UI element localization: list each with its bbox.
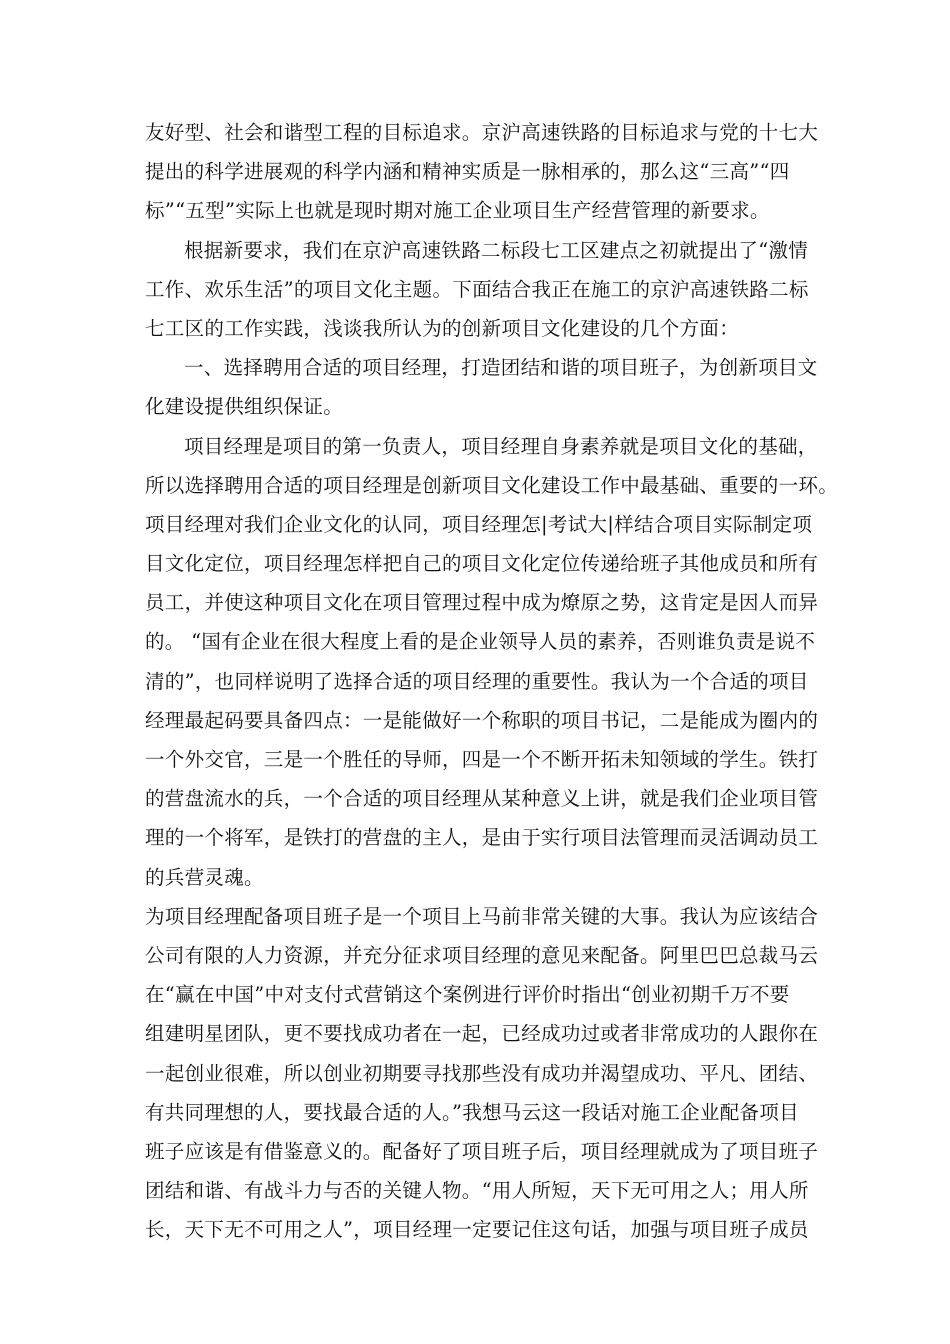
text-line: 班子应该是有借鉴意义的。配备好了项目班子后，项目经理就成为了项目班子 (145, 1139, 819, 1163)
text-line: 友好型、社会和谐型工程的目标追求。京沪高速铁路的目标追求与党的十七大 (145, 121, 819, 144)
text-line: 项目经理是项目的第一负责人，项目经理自身素养就是项目文化的基础， (184, 434, 818, 458)
text-line: 根据新要求，我们在京沪高速铁路二标段七工区建点之初就提出了“激情 (184, 238, 809, 262)
text-line: 提出的科学进展观的科学内涵和精神实质是一脉相承的，那么这“三高”“四 (145, 160, 790, 184)
text-line: 的。 “国有企业在很大程度上看的是企业领导人员的素养，否则谁负责是说不 (145, 630, 816, 654)
text-line: 一个外交官，三是一个胜任的导师，四是一个不断开拓未知领域的学生。铁打 (145, 748, 819, 771)
text-line: 有共同理想的人，要找最合适的人。”我想马云这一段话对施工企业配备项目 (145, 1100, 799, 1124)
text-line: 所以选择聘用合适的项目经理是创新项目文化建设工作中最基础、重要的一环。 (145, 473, 839, 497)
text-line: 化建设提供组织保证。 (145, 395, 344, 419)
text-line: 员工，并使这种项目文化在项目管理过程中成为燎原之势，这肯定是因人而异 (145, 591, 819, 615)
text-line: 目文化定位，项目经理怎样把自己的项目文化定位传递给班子其他成员和所有 (145, 552, 819, 576)
text-line: 的营盘流水的兵，一个合适的项目经理从某种意义上讲，就是我们企业项目管 (145, 787, 819, 811)
text-line: 为项目经理配备项目班子是一个项目上马前非常关键的大事。我认为应该结合 (145, 904, 819, 928)
text-line: 长，天下无不可用之人”，项目经理一定要记住这句话，加强与项目班子成员 (145, 1218, 809, 1242)
text-line: 一、选择聘用合适的项目经理，打造团结和谐的项目班子，为创新项目文 (184, 356, 818, 380)
text-line: 工作、欢乐生活”的项目文化主题。下面结合我正在施工的京沪高速铁路二标 (145, 277, 809, 301)
text-line: 标”“五型”实际上也就是现时期对施工企业项目生产经营管理的新要求。 (145, 199, 770, 223)
document-body (145, 113, 839, 1249)
text-line: 七工区的工作实践，浅谈我所认为的创新项目文化建设的几个方面： (145, 316, 740, 340)
text-line: 理的一个将军，是铁打的营盘的主人，是由于实行项目法管理而灵活调动员工 (145, 826, 819, 850)
text-line: 在“赢在中国”中对支付式营销这个案例进行评价时指出“创业初期千万不要 (145, 983, 790, 1007)
text-line: 经理最起码要具备四点：一是能做好一个称职的项目书记，二是能成为圈内的 (145, 708, 819, 732)
text-line: 一起创业很难，所以创业初期要寻找那些没有成功并渴望成功、平凡、团结、 (145, 1061, 819, 1085)
text-line: 公司有限的人力资源，并充分征求项目经理的意见来配备。阿里巴巴总裁马云 (145, 943, 819, 967)
text-line: 的兵营灵魂。 (145, 865, 264, 889)
text-line: 项目经理对我们企业文化的认同，项目经理怎|考试大|样结合项目实际制定项 (145, 512, 813, 536)
text-line: 团结和谐、有战斗力与否的关键人物。“用人所短，天下无可用之人；用人所 (145, 1179, 809, 1203)
text-line: 清的”，也同样说明了选择合适的项目经理的重要性。我认为一个合适的项目 (145, 669, 809, 693)
text-line: 组建明星团队，更不要找成功者在一起，已经成功过或者非常成功的人跟你在 (145, 1022, 819, 1046)
